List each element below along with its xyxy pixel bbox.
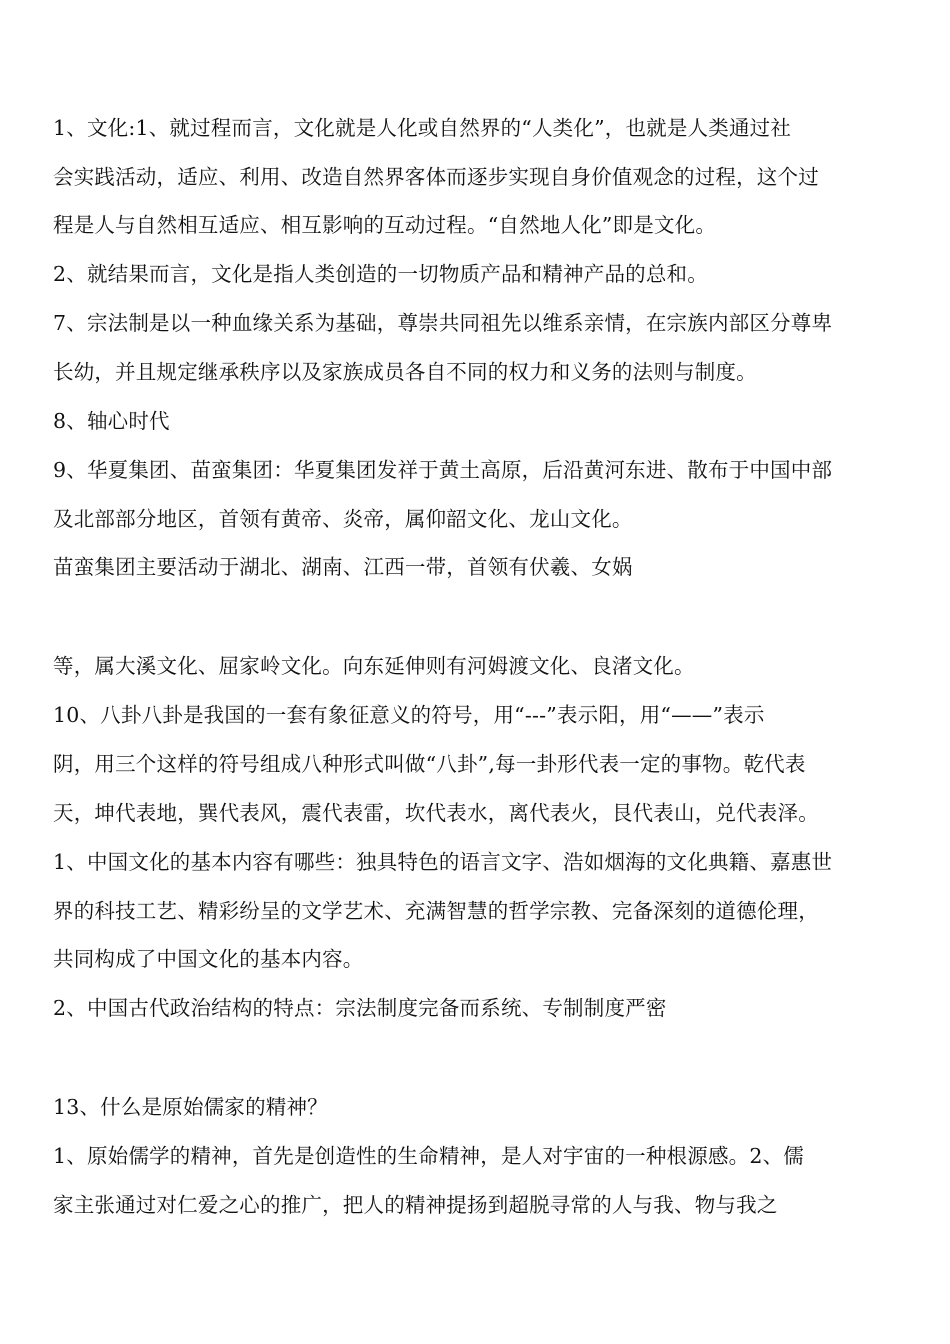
text-line-miaoman-culture: 等，属大溪文化、屈家岭文化。向东延伸则有河姆渡文化、良渚文化。	[53, 654, 695, 678]
text-line-confucian-question: 13、什么是原始儒家的精神？	[53, 1095, 328, 1119]
text-line-culture-definition-1: 1、文化:1、就过程而言，文化就是人化或自然界的“人类化”，也就是人类通过社	[53, 116, 792, 140]
text-line-culture-definition-2: 会实践活动，适应、利用、改造自然界客体而逐步实现自身价值观念的过程，这个过	[53, 165, 819, 189]
text-line-confucian-answer-1: 1、原始儒学的精神，首先是创造性的生命精神，是人对宇宙的一种根源感。2、儒	[53, 1144, 804, 1168]
text-line-bagua-2: 阴，用三个这样的符号组成八种形式叫做“八卦”,每一卦形代表一定的事物。乾代表	[53, 752, 806, 776]
text-line-huaxia-miaoman-2: 及北部部分地区，首领有黄帝、炎帝，属仰韶文化、龙山文化。	[53, 507, 633, 531]
text-line-bagua-1: 10、八卦八卦是我国的一套有象征意义的符号，用“---”表示阳，用“——”表示	[53, 703, 765, 727]
text-line-chinese-culture-3: 共同构成了中国文化的基本内容。	[53, 947, 364, 971]
text-line-miaoman-group: 苗蛮集团主要活动于湖北、湖南、江西一带，首领有伏羲、女娲	[53, 555, 633, 579]
text-line-political-structure: 2、中国古代政治结构的特点：宗法制度完备而系统、专制制度严密	[53, 996, 667, 1020]
text-line-culture-definition-3: 程是人与自然相互适应、相互影响的互动过程。“自然地人化”即是文化。	[53, 213, 717, 237]
text-line-clan-system-2: 长幼，并且规定继承秩序以及家族成员各自不同的权力和义务的法则与制度。	[53, 360, 757, 384]
text-line-chinese-culture-2: 界的科技工艺、精彩纷呈的文学艺术、充满智慧的哲学宗教、完备深刻的道德伦理，	[53, 899, 819, 923]
text-line-chinese-culture-1: 1、中国文化的基本内容有哪些：独具特色的语言文字、浩如烟海的文化典籍、嘉惠世	[53, 850, 833, 874]
text-line-huaxia-miaoman-1: 9、华夏集团、苗蛮集团：华夏集团发祥于黄土高原，后沿黄河东进、散布于中国中部	[53, 458, 833, 482]
text-line-confucian-answer-2: 家主张通过对仁爱之心的推广，把人的精神提扬到超脱寻常的人与我、物与我之	[53, 1193, 778, 1217]
text-line-clan-system-1: 7、宗法制是以一种血缘关系为基础，尊崇共同祖先以维系亲情，在宗族内部区分尊卑	[53, 311, 833, 335]
text-line-culture-result: 2、就结果而言，文化是指人类创造的一切物质产品和精神产品的总和。	[53, 262, 708, 286]
text-line-axial-age: 8、轴心时代	[53, 409, 170, 433]
text-line-bagua-3: 天，坤代表地，巽代表风，震代表雷，坎代表水，离代表火，艮代表山，兑代表泽。	[53, 801, 819, 825]
